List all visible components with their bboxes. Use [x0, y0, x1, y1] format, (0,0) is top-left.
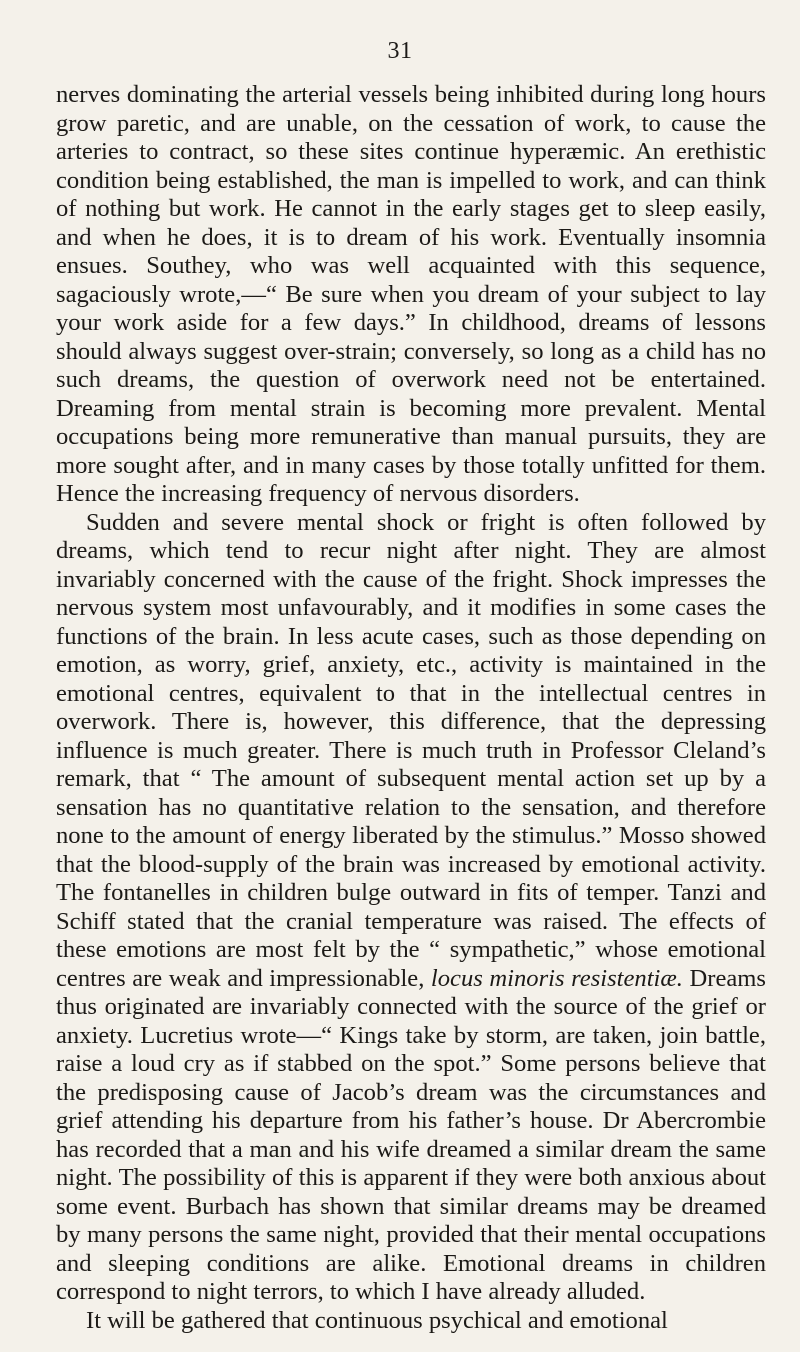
paragraph	[56, 1307, 766, 1336]
text-segment: Sudden and severe mental shock or fright is often followed by dreams, which tend to recur night after night. They are almost invariably concerned with the cause of the fright. Shock impresses the nervous system most unfavourably, and it modifies in some cases the functions of the brain. In less acute cases, such as those depending on emotion, as worry, grief, anxiety, etc., activity is maintained in the emotional centres, equivalent to that in the intellectual centres in overwork. There is, however, this difference, that the depressing influence is much greater. There is much truth in Professor Cleland’s remark, that “ The amount of subsequent mental action set up by a sensation has no quantitative relation to the sensation, and therefore none to the amount of energy liberated by the stimulus.” Mosso showed that the blood-supply of the brain was increased by emotional activity. The fontanelles in children bulge outward in fits of temper. Tanzi and Schiff stated that the cranial temperature was raised. The effects of these emotions are most felt by the “ sympathetic,” whose emotional centres are weak and impressionable,	[56, 508, 766, 992]
page-number: 31	[387, 38, 413, 64]
paragraph	[56, 509, 766, 1307]
body-text	[56, 81, 766, 1335]
italic-text-segment: locus minoris resistentiæ.	[430, 964, 683, 992]
text-segment: Dreams thus originated are invariably connected with the source of the grief or anxiety. Lucretius wrote—“ Kings take by storm, are taken, join battle, raise a loud cry as if stabbed on the spot.” Some persons believe that the predisposing cause of Jacob’s dream was the circumstances and grief attending his departure from his father’s house. Dr Abercrombie has recorded that a man and his wife dreamed a similar dream the same night. The possibility of this is apparent if they were both anxious about some event. Burbach has shown that similar dreams may be dreamed by many persons the same night, provided that their mental occupations and sleeping conditions are alike. Emotional dreams in children correspond to night terrors, to which I have already alluded.	[56, 964, 766, 1305]
paragraph	[56, 81, 766, 509]
text-segment: It will be gathered that continuous psychical and emotional	[86, 1306, 668, 1334]
text-segment: nerves dominating the arterial vessels being inhibited during long hours grow paretic, and are unable, on the cessation of work, to cause the arteries to contract, so these sites continue hyperæmic. An erethistic condition being established, the man is impelled to work, and can think of nothing but work. He cannot in the early stages get to sleep easily, and when he does, it is to dream of his work. Eventually insomnia ensues. Southey, who was well acquainted with this sequence, sagaciously wrote,—“ Be sure when you dream of your subject to lay your work aside for a few days.” In childhood, dreams of lessons should always suggest over-strain; conversely, so long as a child has no such dreams, the question of overwork need not be entertained. Dreaming from mental strain is becoming more prevalent. Mental occupations being more remunerative than manual pursuits, they are more sought after, and in many cases by those totally unfitted for them. Hence the increasing frequency of nervous disorders.	[56, 81, 766, 507]
